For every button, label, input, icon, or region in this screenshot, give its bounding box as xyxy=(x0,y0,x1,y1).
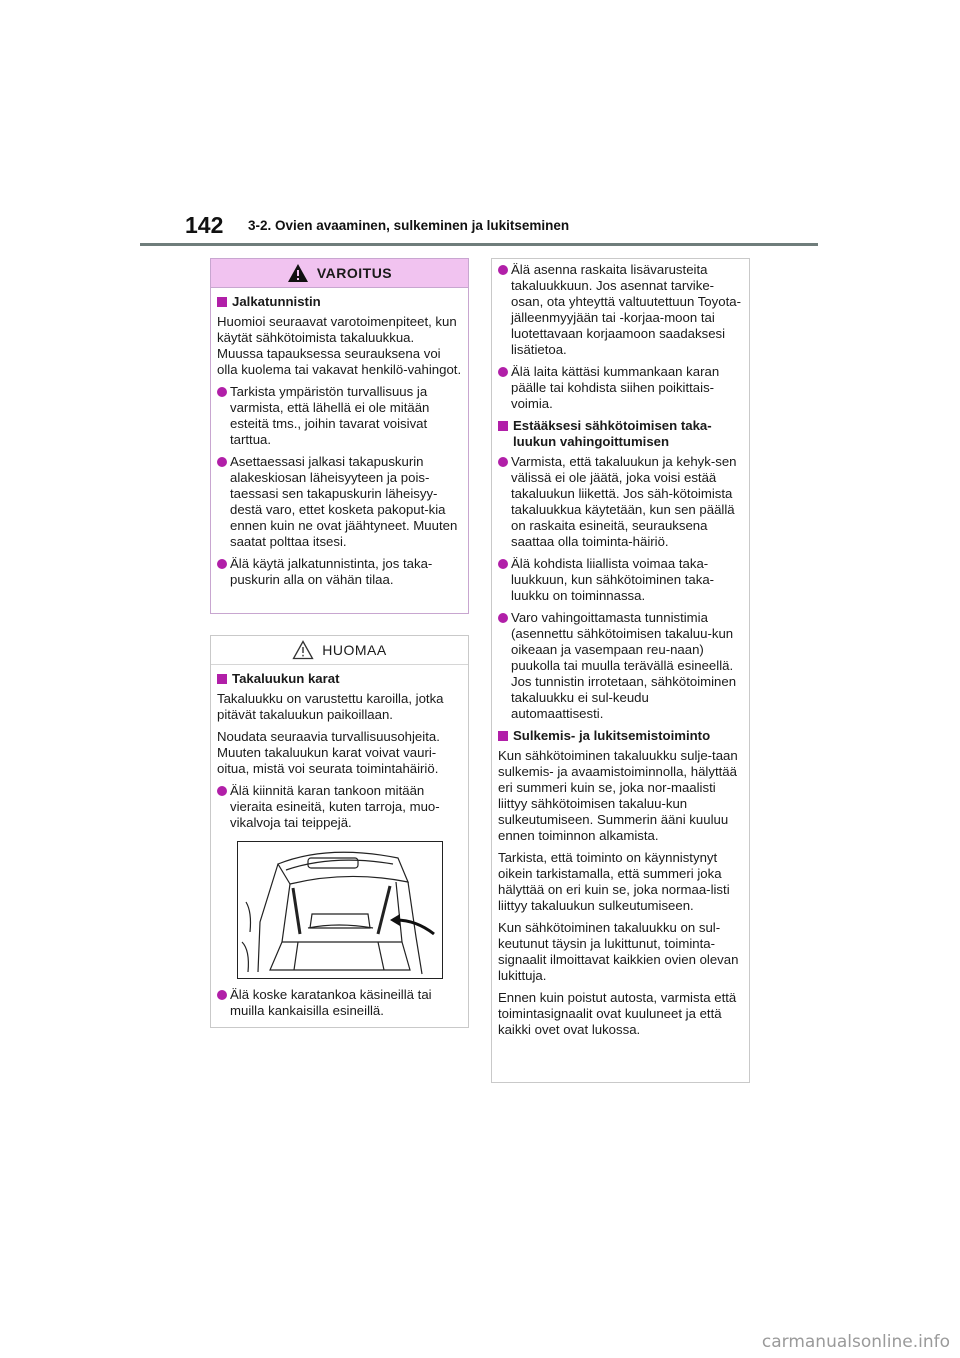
list-item-text: Älä käytä jalkatunnistinta, jos taka-puskurin alla on vähän tilaa. xyxy=(230,556,433,587)
paragraph: Kun sähkötoiminen takaluukku sulje-taan sulkemis- ja avaamistoiminnolla, hälyttää eri summeri kuin se, joka nor-maalisti liittyy sähkötoimisen takaluu-kun sulkeutumiseen. Summerin ääni kuuluu ennen toiminnon alkamista. xyxy=(498,748,738,843)
list-item-text: Älä koske karatankoa käsineillä tai muilla kankaisilla esineillä. xyxy=(230,987,432,1018)
list-item xyxy=(217,384,462,448)
note-header xyxy=(211,636,468,665)
note-title: HUOMAA xyxy=(322,642,387,658)
round-bullet-icon xyxy=(498,265,508,275)
list-item-text: Tarkista ympäristön turvallisuus ja varmista, että lähellä ei ole mitään esteitä tms., joihin tavarat voisivat tarttua. xyxy=(230,384,430,447)
note-paragraph: Noudata seuraavia turvallisuusohjeita. Muuten takaluukun karat voivat vauri-oitua, mistä voi seurata toimintahäiriö. xyxy=(217,729,440,776)
round-bullet-icon xyxy=(498,613,508,623)
list-item xyxy=(217,987,462,1019)
list-item xyxy=(498,454,743,550)
note-heading-text: Takaluukun karat xyxy=(232,671,340,686)
round-bullet-icon xyxy=(498,559,508,569)
note-box xyxy=(210,635,469,1028)
warning-box xyxy=(210,258,469,614)
round-bullet-icon xyxy=(498,457,508,467)
tailgate-illustration xyxy=(237,841,443,979)
round-bullet-icon xyxy=(217,457,227,467)
square-bullet-icon xyxy=(498,421,508,431)
list-item-text: Asettaessasi jalkasi takapuskurin alakeskiosan läheisyyteen ja pois-taessasi sen takapuskurin läheisyy-destä varo, ettet kosketa pakoput-kia ennen kuin ne ovat jäähtyneet. Muuten saatat polttaa itsesi. xyxy=(230,454,458,549)
caution-triangle-icon xyxy=(292,640,314,660)
list-item xyxy=(498,556,743,604)
square-bullet-icon xyxy=(217,297,227,307)
tailgate-strut-drawing xyxy=(238,842,442,978)
warning-heading xyxy=(217,294,462,310)
paragraph: Tarkista, että toiminto on käynnistynyt oikein tarkistamalla, että summeri joka hälyttää on eri kuin se, joka normaa-listi liittyy takaluukun sulkeutumiseen. xyxy=(498,850,730,913)
square-bullet-icon xyxy=(217,674,227,684)
round-bullet-icon xyxy=(217,786,227,796)
list-item xyxy=(498,610,743,722)
list-item-text: Varmista, että takaluukun ja kehyk-sen välissä ei ole jäätä, joka voisi estää takaluukun liikettä. Jos säh-kötoimista takaluukkua käytetään, kun sen päällä on raskaita esineitä, seurauksena saattaa olla toiminta-häiriö. xyxy=(511,454,737,549)
list-item xyxy=(217,454,462,550)
list-item-text: Älä kiinnitä karan tankoon mitään vieraita esineitä, kuten tarroja, muo-vikalvoja tai teippejä. xyxy=(230,783,440,830)
list-item-text: Älä asenna raskaita lisävarusteita takaluukkuun. Jos asennat tarvike-osan, ota yhteyttä valtuutettuun Toyota-jälleenmyyjään tai -korjaa-moon tai luotettavaan korjaamoon saadaksesi lisätietoa. xyxy=(511,262,741,357)
warning-title: VAROITUS xyxy=(316,265,393,281)
header-rule xyxy=(140,243,818,246)
list-item xyxy=(217,556,462,588)
paragraph: Ennen kuin poistut autosta, varmista että toimintasignaalit ovat kuuluneet ja että kaikki ovet ovat lukossa. xyxy=(498,990,737,1037)
paragraph: Kun sähkötoiminen takaluukku on sul-keutunut täysin ja lukittunut, toiminta-signaalit ilmoittavat kaikkien ovien olevan lukittuja. xyxy=(498,920,739,983)
round-bullet-icon xyxy=(498,367,508,377)
warning-header xyxy=(211,259,468,288)
round-bullet-icon xyxy=(217,559,227,569)
continued-warning-box xyxy=(491,258,750,1083)
section-heading xyxy=(498,728,743,744)
section-heading-text: Sulkemis- ja lukitsemistoiminto xyxy=(513,728,711,743)
watermark: carmanualsonline.info xyxy=(761,1332,950,1352)
section-heading xyxy=(498,418,743,450)
round-bullet-icon xyxy=(217,387,227,397)
list-item xyxy=(217,783,462,831)
list-item-text: Varo vahingoittamasta tunnistimia (asennettu sähkötoimisen takaluu-kun oikeaan ja vasempaan reu-naan) puukolla tai muulla terävällä esineellä. Jos tunnistin irrotetaan, sähkötoiminen takaluukku ei sul-keudu automaattisesti. xyxy=(511,610,737,721)
page-number: 142 xyxy=(185,212,224,238)
warning-paragraph: Huomioi seuraavat varotoimenpiteet, kun käytät sähkötoimista takaluukkua. Muussa tapauksessa seurauksena voi olla kuolema tai vakavat henkilö-vahingot. xyxy=(217,314,462,377)
list-item xyxy=(498,262,743,358)
note-heading xyxy=(217,671,462,687)
list-item-text: Älä kohdista liiallista voimaa taka-luukkuun, kun sähkötoiminen taka-luukku on toiminnassa. xyxy=(511,556,715,603)
round-bullet-icon xyxy=(217,990,227,1000)
section-heading-text: Estääksesi sähkötoimisen taka-luukun vahingoittumisen xyxy=(513,418,712,449)
warning-triangle-icon xyxy=(287,263,309,283)
section-title: 3-2. Ovien avaaminen, sulkeminen ja lukitseminen xyxy=(248,218,570,233)
warning-heading-text: Jalkatunnistin xyxy=(232,294,321,309)
note-paragraph: Takaluukku on varustettu karoilla, jotka pitävät takaluukun paikoillaan. xyxy=(217,691,444,722)
list-item-text: Älä laita kättäsi kummankaan karan päälle tai kohdista siihen poikittais-voimia. xyxy=(511,364,720,411)
square-bullet-icon xyxy=(498,731,508,741)
list-item xyxy=(498,364,743,412)
